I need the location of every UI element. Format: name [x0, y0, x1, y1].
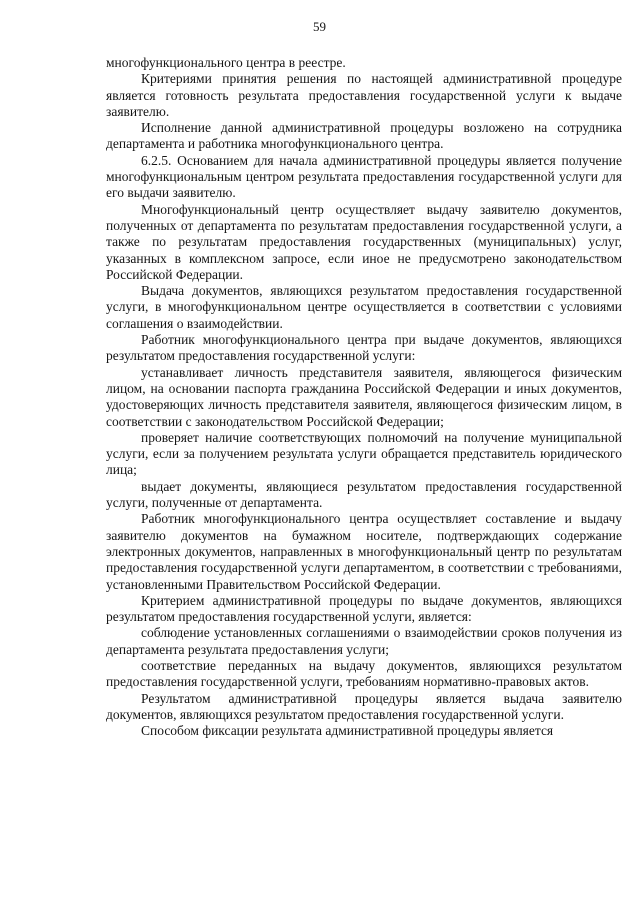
paragraph: Исполнение данной административной процедуры возложено на сотрудника департамента и работника многофункционального центра. — [106, 120, 622, 152]
paragraph: Критериями принятия решения по настоящей административной процедуре является готовность результата предоставления государственной услуги к выдаче заявителю. — [106, 71, 622, 119]
page-number: 59 — [313, 19, 326, 34]
list-item: устанавливает личность представителя заявителя, являющегося физическим лицом, на основании паспорта гражданина Российской Федерации и иных документов, удостоверяющих личность представителя заявителя, являющегося физическим лицом, в соответствии с законодательством Российской Федерации; — [106, 364, 622, 429]
paragraph: Работник многофункционального центра при выдаче документов, являющихся результатом предоставления государственной услуги: — [106, 332, 622, 364]
list-item: проверяет наличие соответствующих полномочий на получение муниципальной услуги, если за получением результата услуги обращается представитель юридического лица; — [106, 429, 622, 478]
document-body — [106, 55, 622, 739]
list-item: соответствие переданных на выдачу документов, являющихся результатом предоставления государственной услуги, требованиям нормативно-правовых актов. — [106, 657, 622, 690]
paragraph: Работник многофункционального центра осуществляет составление и выдачу заявителю документов на бумажном носителе, подтверждающих содержание электронных документов, направленных в многофункциональный центр по результатам предоставления государственной услуги департаментом, в соответствии с требованиями, установленными Правительством Российской Федерации. — [106, 511, 622, 592]
paragraph: Выдача документов, являющихся результатом предоставления государственной услуги, в многофункциональном центре осуществляется в соответствии с условиями соглашения о взаимодействии. — [106, 283, 622, 331]
paragraph-section-6-2-5: 6.2.5. Основанием для начала административной процедуры является получение многофункциональным центром результата предоставления государственной услуги для его выдачи заявителю. — [106, 152, 622, 201]
list-item: соблюдение установленных соглашениями о взаимодействии сроков получения из департамента результата предоставления услуги; — [106, 625, 622, 657]
paragraph: Результатом административной процедуры является выдача заявителю документов, являющихся результатом предоставления государственной услуги. — [106, 690, 622, 722]
paragraph-continuation: многофункционального центра в реестре. — [106, 55, 346, 70]
paragraph: Способом фиксации результата административной процедуры является — [141, 723, 554, 739]
paragraph: Критерием административной процедуры по выдаче документов, являющихся результатом предоставления государственной услуги, является: — [106, 592, 622, 625]
list-item: выдает документы, являющиеся результатом предоставления государственной услуги, полученные от департамента. — [106, 478, 622, 511]
paragraph: Многофункциональный центр осуществляет выдачу заявителю документов, полученных от департамента по результатам предоставления государственной услуги, а также по результатам предоставления государственных (муниципальных) услуг, указанных в комплексном запросе, если иное не предусмотрено законодательством Российской Федерации. — [106, 201, 622, 282]
